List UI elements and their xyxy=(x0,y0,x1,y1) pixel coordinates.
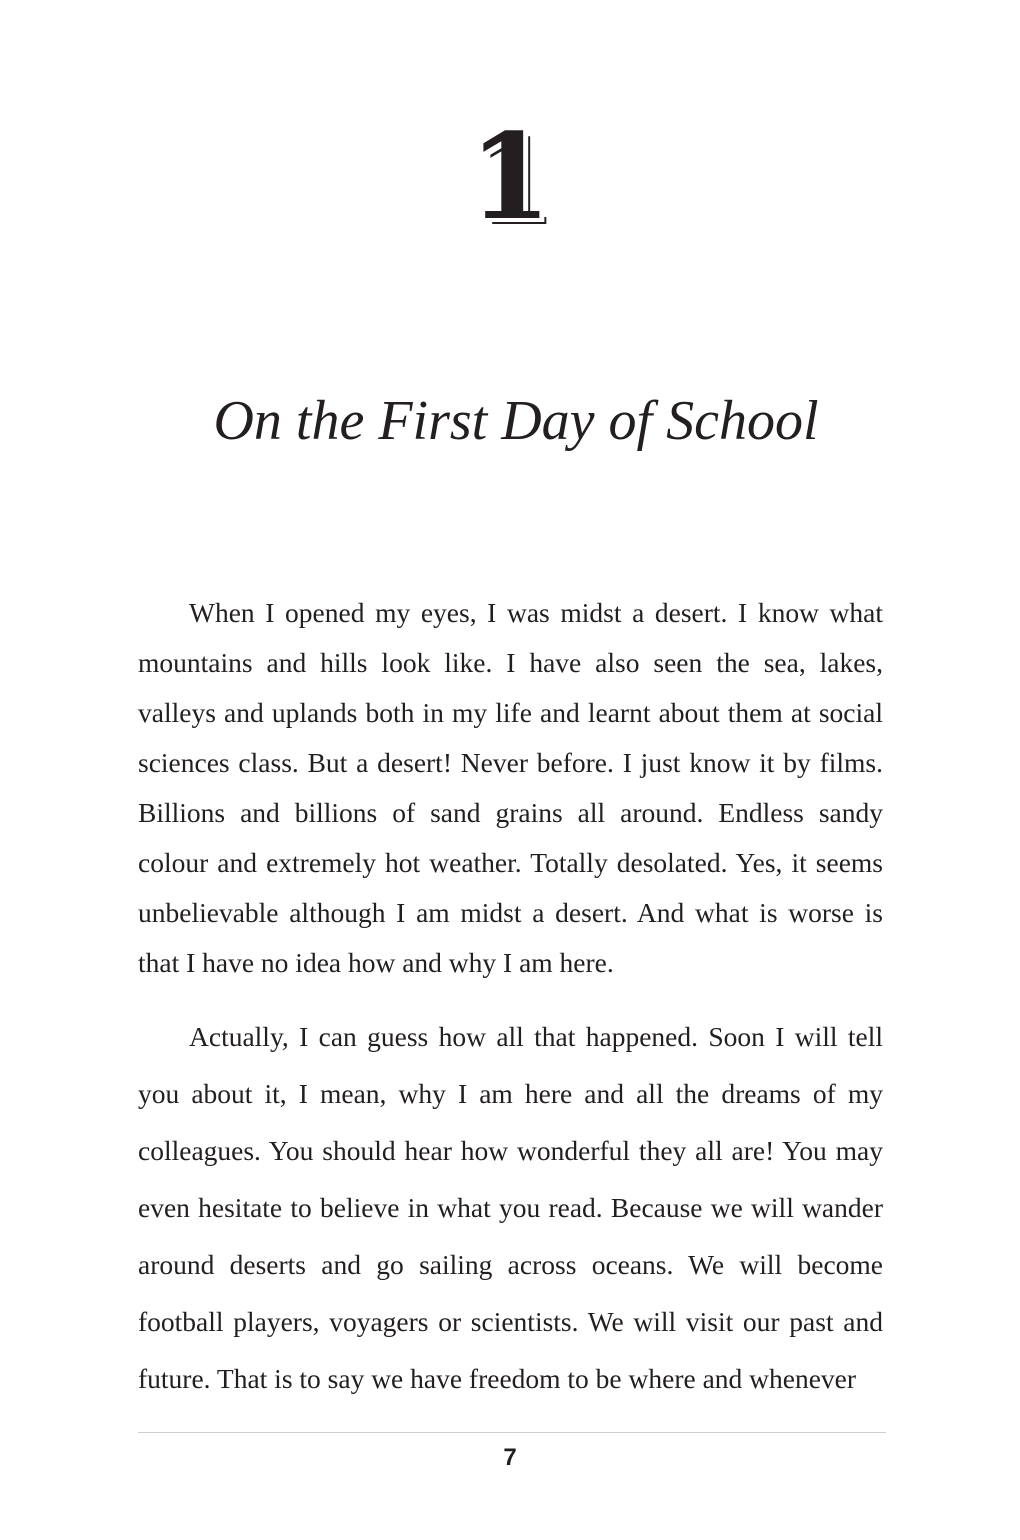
paragraph: When I opened my eyes, I was midst a desert. I know what mountains and hills look like. I have also seen the sea, lakes, valleys and uplands both in my life and learnt about them at social sciences class. But a desert! Never before. I just know it by films. Billions and billions of sand grains all around. Endless sandy colour and extremely hot weather. Totally desolated. Yes, it seems unbelievable although I am midst a desert. And what is worse is that I have no idea how and why I am here. xyxy=(138,597,883,978)
chapter-body xyxy=(138,588,883,1407)
paragraph: Actually, I can guess how all that happened. Soon I will tell you about it, I mean, why I am here and all the dreams of my colleagues. You should hear how wonderful they all are! You may even hesitate to believe in what you read. Because we will wander around deserts and go sailing across oceans. We will become football players, voyagers or scientists. We will visit our past and future. That is to say we have freedom to be where and whenever xyxy=(138,1021,883,1394)
chapter-number: 1 xyxy=(468,107,552,246)
footer-divider xyxy=(138,1432,886,1433)
page-number: 7 xyxy=(503,1444,517,1471)
chapter-title: On the First Day of School xyxy=(213,390,819,452)
